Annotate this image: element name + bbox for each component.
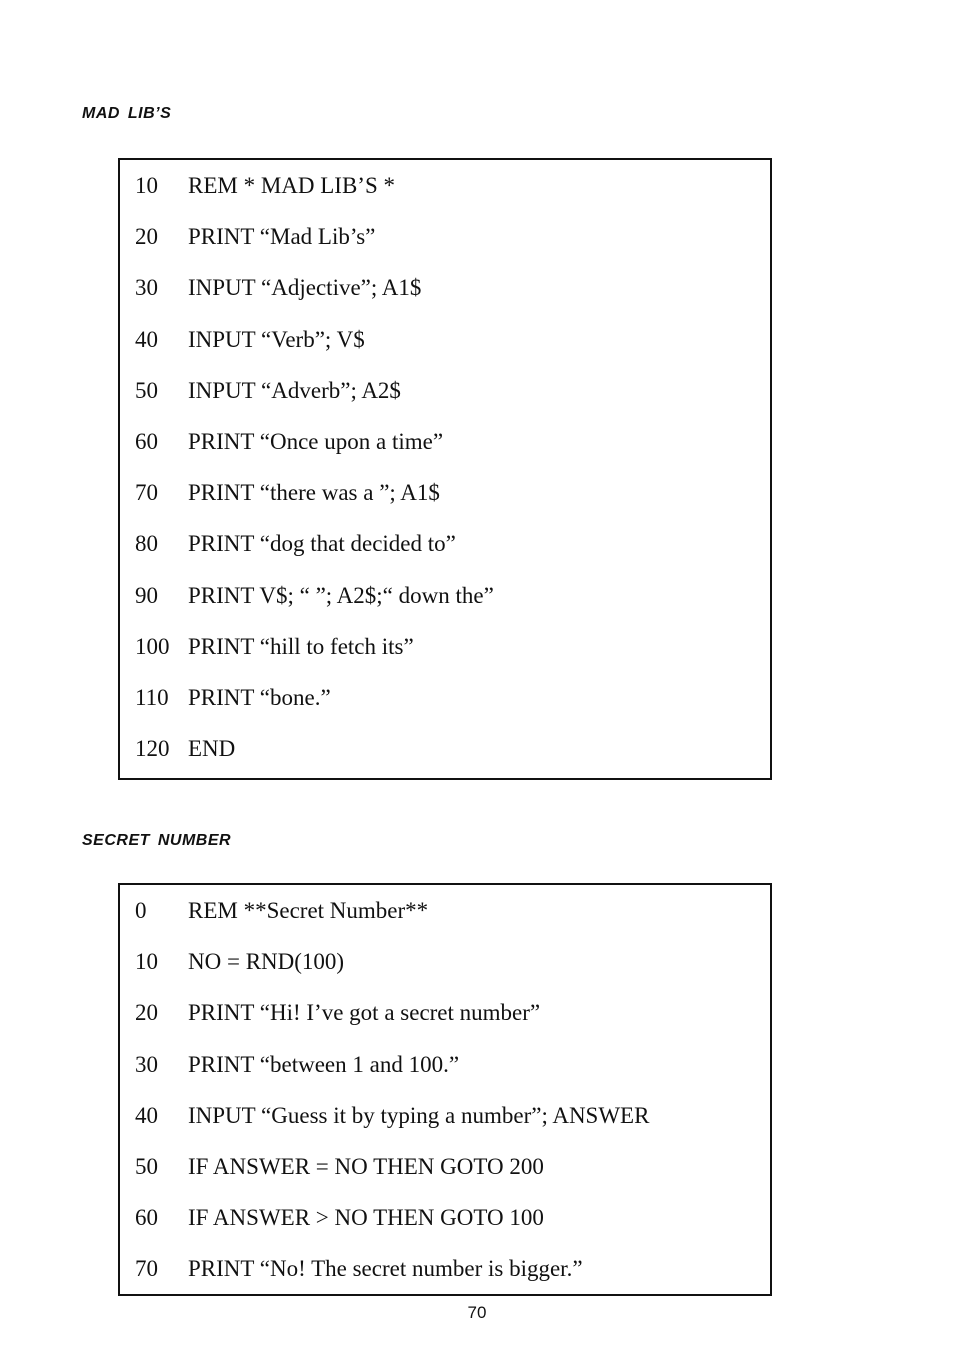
line-number: 0 — [135, 898, 147, 923]
code-line — [135, 526, 770, 577]
line-statement: IF ANSWER = NO THEN GOTO 200 — [188, 1153, 544, 1179]
section-title-mad-libs: MAD LIB’S — [82, 105, 172, 122]
code-line — [135, 475, 770, 526]
line-statement: INPUT “Adverb”; A2$ — [188, 377, 401, 403]
line-number: 120 — [135, 736, 170, 762]
line-statement: PRINT “dog that decided to” — [188, 531, 456, 557]
line-number: 20 — [135, 224, 158, 250]
line-number: 10 — [135, 949, 158, 975]
code-line — [135, 1251, 770, 1302]
line-number: 30 — [135, 1051, 158, 1077]
line-number: 70 — [135, 1256, 158, 1282]
code-line — [135, 629, 770, 680]
line-statement: PRINT “Once upon a time” — [188, 428, 444, 454]
line-statement: PRINT “there was a ”; A1$ — [188, 480, 440, 506]
line-statement: PRINT “hill to fetch its” — [188, 633, 414, 659]
line-number: 40 — [135, 326, 158, 352]
code-line — [135, 322, 770, 373]
line-statement: PRINT V$; “ ”; A2$;“ down the” — [188, 582, 494, 608]
code-line — [135, 944, 770, 995]
code-line — [135, 1047, 770, 1098]
line-statement: INPUT “Guess it by typing a number”; ANSWER — [188, 1102, 650, 1128]
code-line — [135, 1149, 770, 1200]
line-number: 110 — [135, 684, 169, 710]
line-number: 20 — [135, 1000, 158, 1026]
line-number: 100 — [135, 633, 170, 659]
line-statement: INPUT “Adjective”; A1$ — [188, 275, 422, 301]
line-number: 50 — [135, 1153, 158, 1179]
line-statement: PRINT “No! The secret number is bigger.” — [188, 1256, 583, 1282]
code-line — [135, 424, 770, 475]
code-line — [135, 270, 770, 321]
code-listing-secret-number — [118, 883, 772, 1296]
code-line — [135, 373, 770, 424]
line-number: 80 — [135, 531, 158, 557]
line-statement: REM **Secret Number** — [188, 898, 429, 923]
code-line — [135, 731, 770, 782]
code-line — [135, 168, 770, 219]
line-number: 60 — [135, 428, 158, 454]
line-statement: PRINT “between 1 and 100.” — [188, 1051, 460, 1077]
code-line — [135, 1200, 770, 1251]
section-title-secret-number: SECRET NUMBER — [82, 832, 232, 849]
page-number: 70 — [467, 1303, 487, 1322]
line-number: 10 — [135, 173, 158, 198]
line-number: 50 — [135, 377, 158, 403]
line-statement: PRINT “Hi! I’ve got a secret number” — [188, 1000, 541, 1026]
line-statement: END — [188, 736, 236, 762]
line-number: 60 — [135, 1205, 158, 1231]
code-line — [135, 680, 770, 731]
line-statement: IF ANSWER > NO THEN GOTO 100 — [188, 1205, 544, 1231]
line-number: 70 — [135, 480, 158, 506]
code-line — [135, 995, 770, 1046]
code-line — [135, 219, 770, 270]
line-statement: PRINT “Mad Lib’s” — [188, 224, 376, 250]
code-line — [135, 578, 770, 629]
line-number: 40 — [135, 1102, 158, 1128]
code-listing-mad-libs — [118, 158, 772, 780]
line-statement: PRINT “bone.” — [188, 684, 331, 710]
code-line — [135, 893, 770, 944]
line-statement: REM * MAD LIB’S * — [188, 173, 396, 198]
line-number: 30 — [135, 275, 158, 301]
line-statement: NO = RND(100) — [188, 949, 345, 975]
line-statement: INPUT “Verb”; V$ — [188, 326, 365, 352]
line-number: 90 — [135, 582, 158, 608]
code-line — [135, 1098, 770, 1149]
